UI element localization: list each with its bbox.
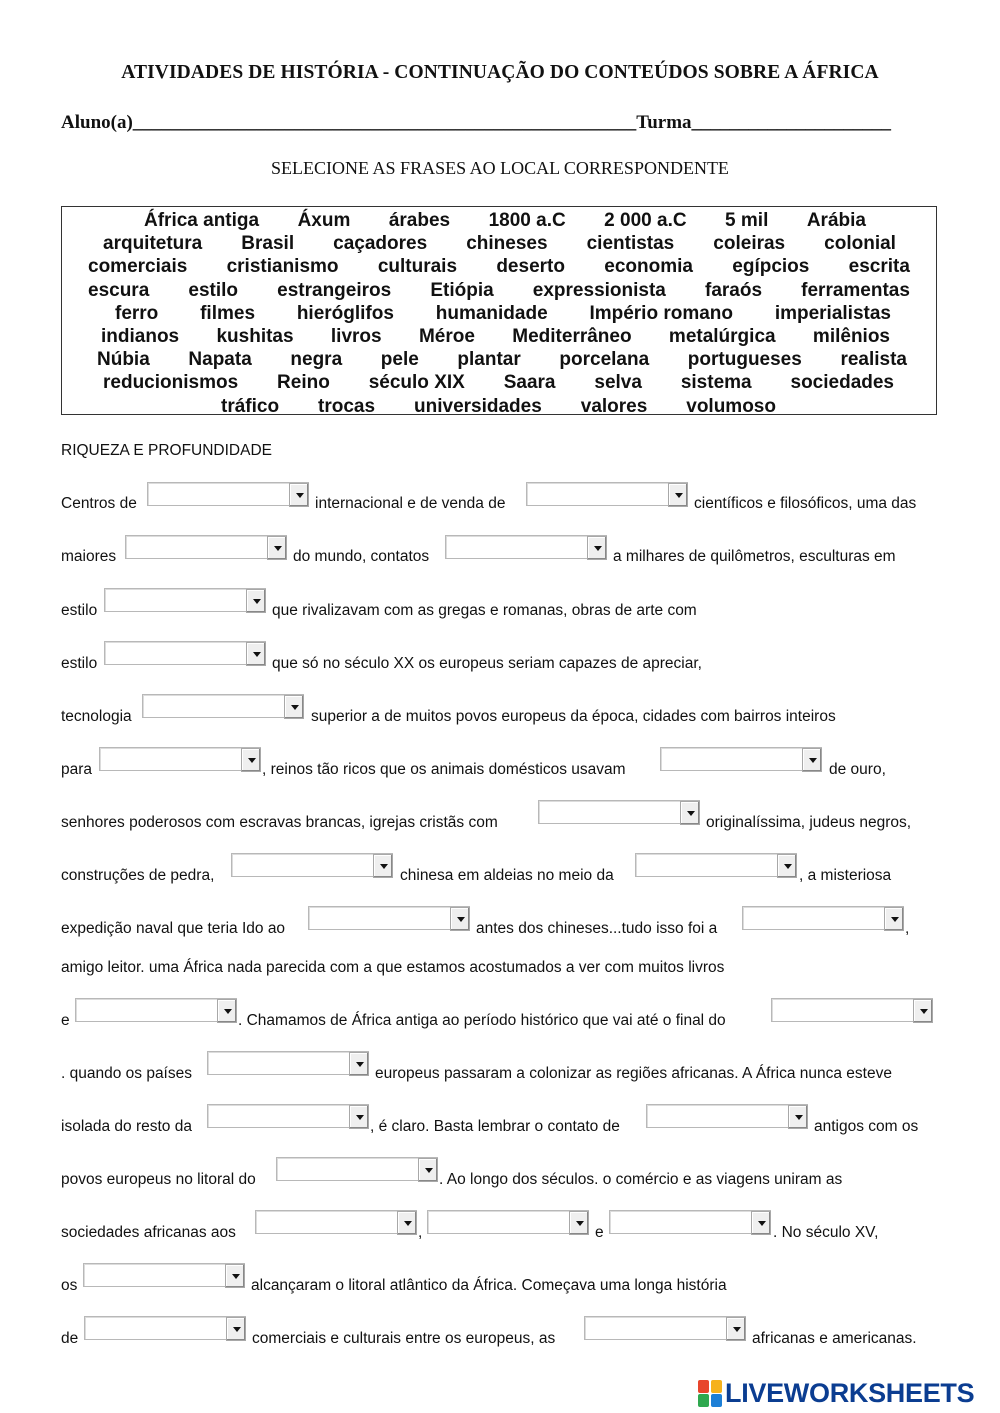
word-bank-item: cientistas	[586, 233, 675, 255]
page-title: ATIVIDADES DE HISTÓRIA - CONTINUAÇÃO DO CONTEÚDOS SOBRE A ÁFRICA	[121, 62, 879, 83]
word-bank-item: Império romano	[589, 302, 734, 324]
word-bank-item: livros	[330, 325, 382, 347]
word-bank-item: caçadores	[333, 233, 428, 255]
answer-dropdown[interactable]	[147, 482, 309, 506]
paragraph-text: tecnologia	[61, 708, 132, 725]
word-bank-item: selva	[594, 372, 642, 394]
chevron-down-icon[interactable]	[349, 1105, 369, 1129]
paragraph-text: comerciais e culturais entre os europeus, as	[252, 1330, 556, 1347]
paragraph-text: superior a de muitos povos europeus da época, cidades com bairros inteiros	[311, 708, 836, 725]
word-bank-item: escrita	[848, 256, 910, 278]
instruction: SELECIONE AS FRASES AO LOCAL CORRESPONDENTE	[271, 158, 729, 178]
word-bank-item: comerciais	[88, 256, 188, 278]
chevron-down-icon[interactable]	[913, 999, 933, 1023]
word-bank-item: 1800 a.C	[488, 210, 566, 231]
answer-dropdown[interactable]	[99, 747, 261, 771]
word-bank-item: faraós	[705, 279, 763, 301]
chevron-down-icon[interactable]	[349, 1052, 369, 1076]
word-bank-item: arquitetura	[103, 233, 203, 255]
word-bank-item: hieróglifos	[296, 302, 394, 324]
answer-dropdown[interactable]	[646, 1104, 808, 1128]
word-bank-item: universidades	[414, 395, 542, 417]
paragraph-text: antigos com os	[814, 1118, 919, 1135]
section-title: RIQUEZA E PROFUNDIDADE	[61, 442, 272, 459]
chevron-down-icon[interactable]	[726, 1317, 746, 1341]
paragraph-text: internacional e de venda de	[315, 495, 506, 512]
word-bank-row	[88, 348, 910, 371]
logo-square	[711, 1394, 722, 1407]
paragraph-text: de	[61, 1330, 79, 1347]
word-bank-item: ferramentas	[801, 279, 910, 301]
word-bank-item: deserto	[496, 256, 565, 278]
paragraph-text: estilo	[61, 655, 98, 672]
answer-dropdown[interactable]	[207, 1051, 369, 1075]
paragraph-text: . Ao longo dos séculos. o comércio e as viagens uniram as	[439, 1171, 843, 1188]
paragraph-text: expedição naval que teria Ido ao	[61, 920, 286, 937]
paragraph-text: maiores	[61, 548, 117, 565]
paragraph-text: para	[61, 761, 93, 778]
word-bank-row	[88, 232, 910, 255]
word-bank-item: sistema	[680, 372, 752, 394]
answer-dropdown[interactable]	[75, 998, 237, 1022]
paragraph-text: chinesa em aldeias no meio da	[400, 867, 614, 884]
chevron-down-icon[interactable]	[802, 748, 822, 772]
paragraph-text: . No século XV,	[773, 1224, 879, 1241]
word-bank-item: expressionista	[532, 279, 666, 301]
word-bank-item: economia	[604, 256, 693, 278]
answer-dropdown[interactable]	[276, 1157, 438, 1181]
chevron-down-icon[interactable]	[241, 748, 261, 772]
chevron-down-icon[interactable]	[226, 1317, 246, 1341]
paragraph-text: africanas e americanas.	[752, 1330, 917, 1347]
paragraph-text: senhores poderosos com escravas brancas, igrejas cristãs com	[61, 814, 498, 831]
word-bank-item: século XIX	[368, 372, 465, 394]
word-bank-item: Napata	[188, 349, 252, 371]
chevron-down-icon[interactable]	[680, 801, 700, 825]
paragraph-text: . quando os países	[61, 1065, 192, 1082]
chevron-down-icon[interactable]	[587, 536, 607, 560]
chevron-down-icon[interactable]	[569, 1211, 589, 1235]
word-bank-item: Reino	[277, 372, 330, 394]
paragraph-text: do mundo, contatos	[293, 548, 430, 565]
answer-dropdown[interactable]	[308, 906, 470, 930]
answer-dropdown[interactable]	[207, 1104, 369, 1128]
paragraph-text: , reinos tão ricos que os animais domésticos usavam	[262, 761, 626, 778]
chevron-down-icon[interactable]	[246, 589, 266, 613]
chevron-down-icon[interactable]	[884, 907, 904, 931]
paragraph-text: povos europeus no litoral do	[61, 1171, 256, 1188]
answer-dropdown[interactable]	[231, 853, 393, 877]
word-bank-item: estrangeiros	[277, 279, 392, 301]
chevron-down-icon[interactable]	[267, 536, 287, 560]
paragraph-text: e	[61, 1012, 70, 1029]
answer-dropdown[interactable]	[445, 535, 607, 559]
chevron-down-icon[interactable]	[418, 1158, 438, 1182]
answer-dropdown[interactable]	[609, 1210, 771, 1234]
paragraph-text: os	[61, 1277, 78, 1294]
paragraph-text: Centros de	[61, 495, 137, 512]
word-bank-item: África antiga	[144, 210, 260, 231]
logo-square	[698, 1380, 709, 1393]
word-bank-item: milênios	[812, 325, 890, 347]
chevron-down-icon[interactable]	[788, 1105, 808, 1129]
word-bank-item: cristianismo	[226, 256, 339, 278]
word-bank-item: tráfico	[221, 395, 280, 417]
word-bank-item: árabes	[388, 210, 451, 231]
word-bank-item: trocas	[318, 395, 376, 417]
word-bank-item: Áxum	[297, 210, 351, 231]
chevron-down-icon[interactable]	[668, 483, 688, 507]
paragraph-text: construções de pedra,	[61, 867, 215, 884]
answer-dropdown[interactable]	[104, 641, 266, 665]
word-bank-item: 5 mil	[725, 210, 769, 231]
word-bank-item: realista	[840, 349, 907, 371]
word-bank-row	[88, 255, 910, 278]
liveworksheets-logo	[698, 1376, 974, 1410]
word-bank-item: escura	[88, 279, 150, 301]
paragraph-text: , a misteriosa	[799, 867, 892, 884]
chevron-down-icon[interactable]	[217, 999, 237, 1023]
word-bank	[61, 206, 937, 415]
word-bank-item: negra	[290, 349, 343, 371]
chevron-down-icon[interactable]	[284, 695, 304, 719]
chevron-down-icon[interactable]	[450, 907, 470, 931]
paragraph-text: estilo	[61, 602, 98, 619]
paragraph-text: ,	[905, 920, 910, 937]
answer-dropdown[interactable]	[526, 482, 688, 506]
answer-dropdown[interactable]	[427, 1210, 589, 1234]
paragraph-text: . Chamamos de África antiga ao período histórico que vai até o final do	[238, 1012, 726, 1029]
answer-dropdown[interactable]	[84, 1316, 246, 1340]
paragraph-text: isolada do resto da	[61, 1118, 192, 1135]
answer-dropdown[interactable]	[83, 1263, 245, 1287]
paragraph-text: antes dos chineses...tudo isso foi a	[476, 920, 718, 937]
paragraph-text: de ouro,	[829, 761, 886, 778]
answer-dropdown[interactable]	[104, 588, 266, 612]
word-bank-item: Mediterrâneo	[512, 325, 632, 347]
paragraph-text: que rivalizavam com as gregas e romanas, obras de arte com	[272, 602, 697, 619]
word-bank-item: Núbia	[97, 349, 150, 371]
word-bank-item: pele	[380, 349, 419, 371]
student-name-line: Aluno(a)_____________________________________________________Turma_____________________	[61, 112, 892, 133]
answer-dropdown[interactable]	[584, 1316, 746, 1340]
word-bank-item: Brasil	[241, 233, 295, 255]
paragraph-text: a milhares de quilômetros, esculturas em	[613, 548, 896, 565]
paragraph-text: sociedades africanas aos	[61, 1224, 236, 1241]
word-bank-row	[88, 325, 910, 348]
answer-dropdown[interactable]	[742, 906, 904, 930]
chevron-down-icon[interactable]	[777, 854, 797, 878]
logo-text: LIVEWORKSHEETS	[725, 1377, 975, 1408]
word-bank-item: reducionismos	[103, 372, 239, 394]
word-bank-item: valores	[580, 395, 648, 417]
chevron-down-icon[interactable]	[225, 1264, 245, 1288]
chevron-down-icon[interactable]	[246, 642, 266, 666]
word-bank-row	[88, 395, 910, 418]
word-bank-row	[88, 302, 910, 325]
paragraph-text: , é claro. Basta lembrar o contato de	[370, 1118, 620, 1135]
word-bank-item: kushitas	[216, 325, 294, 347]
word-bank-item: Saara	[503, 372, 556, 394]
word-bank-item: egípcios	[732, 256, 810, 278]
word-bank-row	[88, 371, 910, 394]
chevron-down-icon[interactable]	[289, 483, 309, 507]
word-bank-item: volumoso	[686, 395, 776, 417]
paragraph-text: amigo leitor. uma África nada parecida com a que estamos acostumados a ver com muitos livros	[61, 959, 725, 976]
word-bank-row	[88, 279, 910, 302]
word-bank-item: sociedades	[790, 372, 894, 394]
paragraph-text: científicos e filosóficos, uma das	[694, 495, 917, 512]
word-bank-item: Etiópia	[430, 279, 494, 301]
answer-dropdown[interactable]	[635, 853, 797, 877]
logo-square	[711, 1380, 722, 1393]
paragraph-text: que só no século XX os europeus seriam capazes de apreciar,	[272, 655, 702, 672]
answer-dropdown[interactable]	[660, 747, 822, 771]
answer-dropdown[interactable]	[142, 694, 304, 718]
logo-square	[698, 1394, 709, 1407]
paragraph-text: e	[595, 1224, 604, 1241]
chevron-down-icon[interactable]	[373, 854, 393, 878]
word-bank-item: humanidade	[435, 302, 548, 324]
word-bank-item: Arábia	[806, 210, 866, 231]
word-bank-item: chineses	[466, 233, 548, 255]
paragraph-text: europeus passaram a colonizar as regiões africanas. A África nunca esteve	[375, 1065, 892, 1082]
paragraph-text: originalíssima, judeus negros,	[706, 814, 912, 831]
word-bank-item: portugueses	[687, 349, 802, 371]
word-bank-item: Méroe	[418, 325, 475, 347]
word-bank-item: porcelana	[559, 349, 650, 371]
word-bank-item: coleiras	[713, 233, 786, 255]
word-bank-item: culturais	[377, 256, 458, 278]
paragraph-text: ,	[418, 1224, 423, 1241]
chevron-down-icon[interactable]	[751, 1211, 771, 1235]
word-bank-item: indianos	[101, 325, 180, 347]
chevron-down-icon[interactable]	[397, 1211, 417, 1235]
word-bank-item: 2 000 a.C	[604, 210, 687, 231]
logo-mark-icon	[698, 1378, 724, 1408]
word-bank-item: colonial	[824, 233, 896, 255]
answer-dropdown[interactable]	[125, 535, 287, 559]
word-bank-item: estilo	[188, 279, 239, 301]
answer-dropdown[interactable]	[255, 1210, 417, 1234]
answer-dropdown[interactable]	[538, 800, 700, 824]
word-bank-item: plantar	[457, 349, 521, 371]
word-bank-row	[88, 209, 910, 232]
word-bank-item: imperialistas	[774, 302, 891, 324]
word-bank-item: ferro	[115, 302, 159, 324]
word-bank-item: filmes	[200, 302, 256, 324]
answer-dropdown[interactable]	[771, 998, 933, 1022]
paragraph-text: alcançaram o litoral atlântico da África. Começava uma longa história	[251, 1277, 727, 1294]
word-bank-item: metalúrgica	[668, 325, 776, 347]
